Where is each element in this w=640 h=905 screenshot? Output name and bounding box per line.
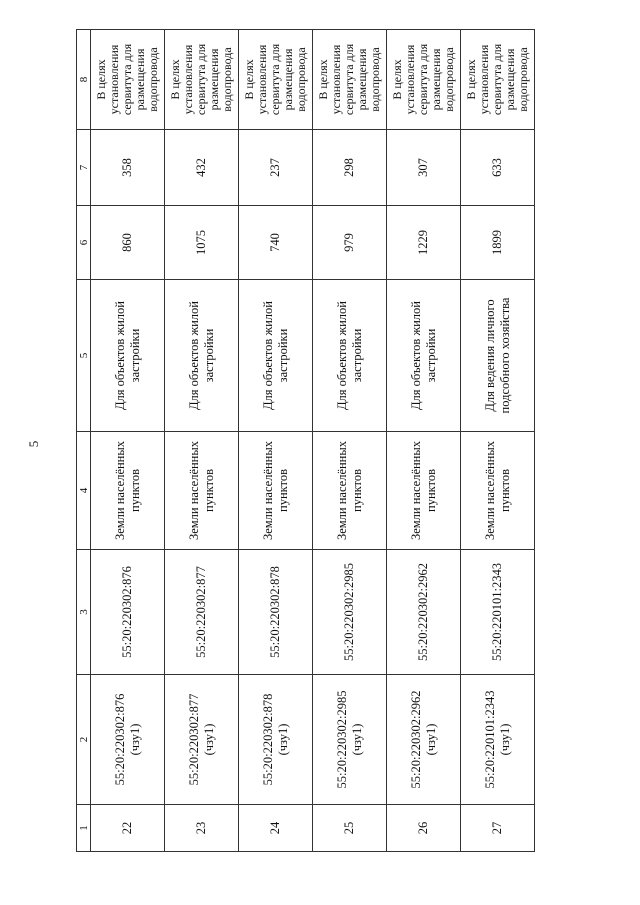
land-category-cell: Земли населённых пунктов — [165, 432, 239, 550]
row-number-cell: 27 — [461, 805, 535, 852]
header-row — [77, 30, 91, 852]
header-cell: 6 — [77, 206, 91, 280]
plot-designation-cell: 55:20:220302:2962 (чзу1) — [387, 675, 461, 805]
permitted-use-cell: Для ведения личного подсобного хозяйства — [461, 280, 535, 432]
table-row — [165, 30, 239, 852]
header-cell: 1 — [77, 805, 91, 852]
plot-designation-cell: 55:20:220302:2985 (чзу1) — [313, 675, 387, 805]
total-area-cell: 1075 — [165, 206, 239, 280]
permitted-use-cell: Для объектов жилой застройки — [239, 280, 313, 432]
land-category-cell: Земли населённых пунктов — [461, 432, 535, 550]
cadastral-number-cell: 55:20:220302:876 — [91, 550, 165, 675]
servitude-area-cell: 633 — [461, 130, 535, 206]
header-cell: 5 — [77, 280, 91, 432]
total-area-cell: 1229 — [387, 206, 461, 280]
plot-designation-cell: 55:20:220101:2343 (чзу1) — [461, 675, 535, 805]
row-number-cell: 25 — [313, 805, 387, 852]
permitted-use-cell: Для объектов жилой застройки — [387, 280, 461, 432]
permitted-use-cell: Для объектов жилой застройки — [165, 280, 239, 432]
table-row — [461, 30, 535, 852]
servitude-area-cell: 358 — [91, 130, 165, 206]
purpose-cell: В целях установления сервитута для размещения водопровода — [239, 30, 313, 130]
page-number: 5 — [26, 440, 41, 448]
plot-designation-cell: 55:20:220302:876 (чзу1) — [91, 675, 165, 805]
land-category-cell: Земли населённых пунктов — [313, 432, 387, 550]
total-area-cell: 860 — [91, 206, 165, 280]
purpose-cell: В целях установления сервитута для размещения водопровода — [165, 30, 239, 130]
cadastral-number-cell: 55:20:220302:2962 — [387, 550, 461, 675]
header-cell: 2 — [77, 675, 91, 805]
row-number-cell: 26 — [387, 805, 461, 852]
servitude-area-cell: 298 — [313, 130, 387, 206]
total-area-cell: 740 — [239, 206, 313, 280]
total-area-cell: 1899 — [461, 206, 535, 280]
purpose-cell: В целях установления сервитута для размещения водопровода — [313, 30, 387, 130]
table-row — [313, 30, 387, 852]
plot-designation-cell: 55:20:220302:877 (чзу1) — [165, 675, 239, 805]
cadastral-number-cell: 55:20:220302:877 — [165, 550, 239, 675]
table-row — [239, 30, 313, 852]
table-row — [387, 30, 461, 852]
header-cell: 4 — [77, 432, 91, 550]
land-category-cell: Земли населённых пунктов — [91, 432, 165, 550]
row-number-cell: 22 — [91, 805, 165, 852]
purpose-cell: В целях установления сервитута для размещения водопровода — [91, 30, 165, 130]
servitude-area-cell: 307 — [387, 130, 461, 206]
land-plots-table — [76, 29, 535, 852]
row-number-cell: 24 — [239, 805, 313, 852]
cadastral-number-cell: 55:20:220101:2343 — [461, 550, 535, 675]
cadastral-number-cell: 55:20:220302:2985 — [313, 550, 387, 675]
land-category-cell: Земли населённых пунктов — [387, 432, 461, 550]
purpose-cell: В целях установления сервитута для размещения водопровода — [387, 30, 461, 130]
permitted-use-cell: Для объектов жилой застройки — [91, 280, 165, 432]
row-number-cell: 23 — [165, 805, 239, 852]
land-category-cell: Земли населённых пунктов — [239, 432, 313, 550]
servitude-area-cell: 237 — [239, 130, 313, 206]
purpose-cell: В целях установления сервитута для размещения водопровода — [461, 30, 535, 130]
plot-designation-cell: 55:20:220302:878 (чзу1) — [239, 675, 313, 805]
total-area-cell: 979 — [313, 206, 387, 280]
permitted-use-cell: Для объектов жилой застройки — [313, 280, 387, 432]
header-cell: 3 — [77, 550, 91, 675]
table-row — [91, 30, 165, 852]
cadastral-number-cell: 55:20:220302:878 — [239, 550, 313, 675]
header-cell: 7 — [77, 130, 91, 206]
header-cell: 8 — [77, 30, 91, 130]
servitude-area-cell: 432 — [165, 130, 239, 206]
